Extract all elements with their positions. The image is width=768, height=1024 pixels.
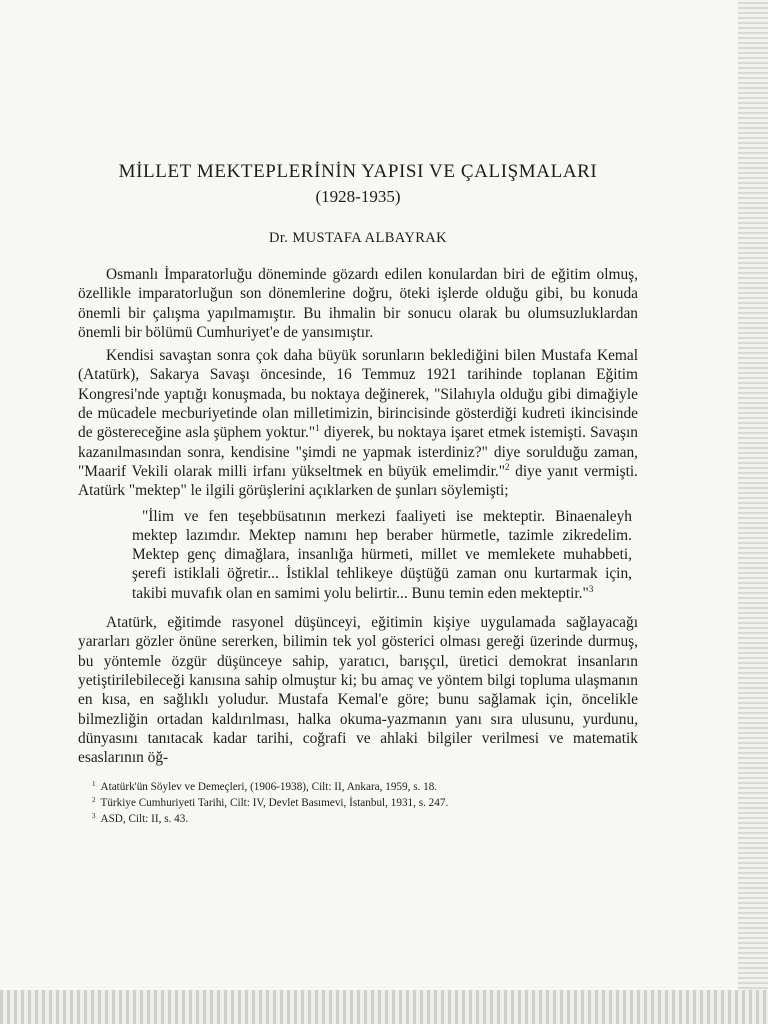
footnote-mark-1: 1 (92, 779, 96, 788)
article-body (78, 160, 638, 827)
paragraph-3: Atatürk, eğitimde rasyonel düşünceyi, eğitimin kişiye uygulamada sağlayacağı yararları gözler önüne sererken, bilimin tek yol gösterici olması gereği üzerinde durmuş, bu yöntemle özgür düşünceye sahip, yaratıcı, barışçıl, üretici demokrat insanların yetiştirilebileceği kanısına sahip olmuştur ki; bu amaç ve yöntem bilgi topluma ulaşmanın en kısa, en sağlıklı yoludur. Mustafa Kemal'e göre; bunu sağlamak için, öncelikle bilmezliğin ortadan kaldırılması, halka okuma-yazmanın yanı sıra ulusunu, yurdunu, dünyasını tanıtacak kadar tarihi, coğrafi ve ahlaki bilgiler verilmesi ve matematik esaslarının öğ- (78, 614, 638, 767)
footnote-ref-2: 2 (505, 461, 510, 472)
footnote-ref-1: 1 (315, 423, 320, 434)
paragraph-2 (78, 346, 638, 500)
footnote-text-2: Türkiye Cumhuriyeti Tarihi, Cilt: IV, Devlet Basımevi, İstanbul, 1931, s. 247. (100, 797, 449, 810)
footnote-mark-3: 3 (92, 811, 96, 820)
scan-edge-bottom (0, 990, 768, 1024)
footnote-text-1: Atatürk'ün Söylev ve Demeçleri, (1906-1938), Cilt: II, Ankara, 1959, s. 18. (100, 781, 438, 794)
article-subtitle: (1928-1935) (315, 187, 401, 206)
footnotes (78, 779, 638, 827)
footnote-text-3: ASD, Cilt: II, s. 43. (100, 813, 189, 826)
paragraph-2-part-c: diye yanıt vermişti. Atatürk "mektep" le ilgili görüşlerini açıklarken de şunları söylemişti; (78, 462, 638, 500)
scan-edge-right (738, 0, 768, 1024)
block-quote (132, 507, 632, 603)
footnote-3 (92, 811, 638, 827)
footnote-mark-2: 2 (92, 795, 96, 804)
paragraph-1: Osmanlı İmparatorluğu döneminde gözardı edilen konulardan biri de eğitim olmuş, özellikle imparatorluğun son dönemlerine doğru, öteki işlerde olduğu gibi, bu konuda önemli bir çalışma yapılmamıştır. Bu ihmalin bir sonucu olarak bu olumsuzluklardan önemli bir bölümü Cumhuriyet'e de yansımıştır. (78, 266, 638, 341)
footnote-2 (92, 795, 638, 811)
footnote-1 (92, 779, 638, 795)
footnote-ref-3: 3 (588, 583, 594, 594)
paragraph-2-part-a: Kendisi savaştan sonra çok daha büyük sorunların beklediğini bilen Mustafa Kemal (Atatürk), Sakarya Savaşı öncesinde, 16 Temmuz 1921 tarihinde toplanan Eğitim Kongresi'nde yaptığı konuşmada, bu noktaya değinerek, "Silahıyla olduğu gibi dimağiyle de mücadele mecburiyetinde olan milletimizin, birincisinde gösterdiği kudreti ikincisinde de göstereceğine asla şüphem yoktur." (78, 347, 638, 442)
author-name: Dr. MUSTAFA ALBAYRAK (268, 230, 448, 246)
quote-text: "İlim ve fen teşebbüsatının merkezi faaliyeti ise mekteptir. Binaenaleyh mektep lazımdır. Mektep namını hep beraber hürmetle, tazimle zikredelim. Mektep genç dimağlara, insanlığa hürmeti, millet ve memlekete muhabbeti, şerefi istiklali öğretir... İstiklal tehlikeye düştüğü zaman onu kurtarmak için, takibi muvafık olan en samimi yolu belirtir... Bunu temin eden mekteptir." (132, 507, 632, 602)
article-title: MİLLET MEKTEPLERİNİN YAPISI VE ÇALIŞMALARI (118, 161, 598, 182)
paragraph-2-part-b: diyerek, bu noktaya işaret etmek istemişti. Savaşın kazanılmasından sonra, kendisine "şimdi ne yapmak isterdiniz?" diye sorulduğu zaman, "Maarif Vekili olarak milli irfanı yükseltmek en büyük emelimdir." (78, 424, 638, 480)
